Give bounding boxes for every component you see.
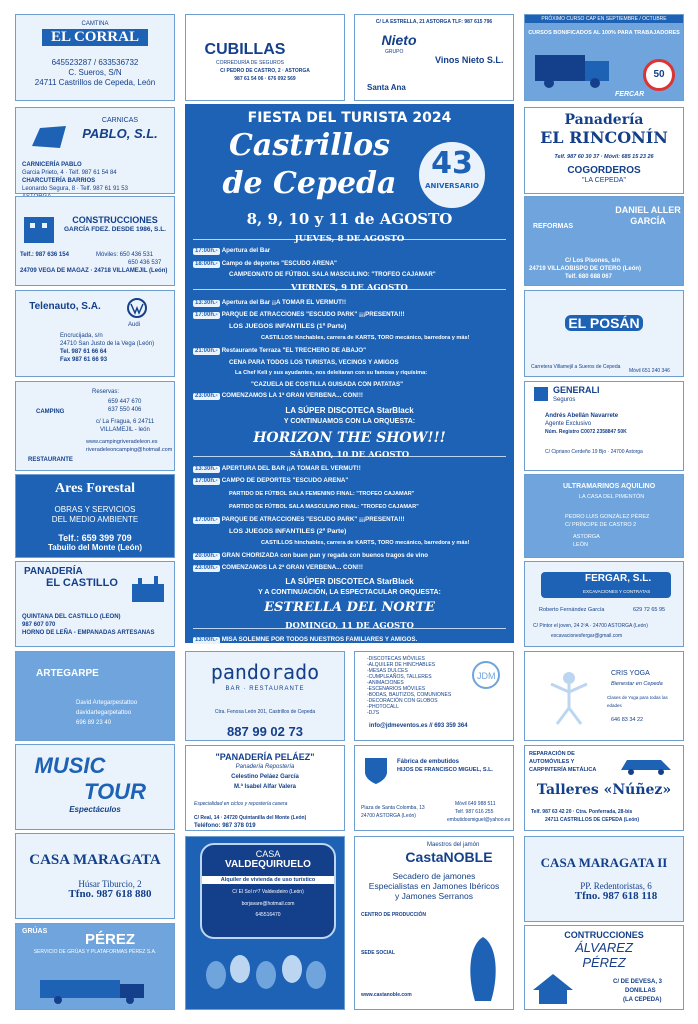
event-text: COMENZAMOS LA 1ª GRAN VERBENA... CON!!! — [221, 392, 363, 399]
meat-icon — [30, 122, 70, 152]
ad-email: embutidosmiguel@yahoo.es — [447, 817, 511, 823]
poster-title: FIESTA DEL TURISTA 2024 — [247, 110, 452, 126]
ad-text: SERVICIO DE GRÚAS Y PLATAFORMAS PÉREZ S.A. — [33, 949, 157, 955]
ad-phone: 650 436 537 — [128, 260, 162, 266]
coat-of-arms-icon — [363, 756, 389, 786]
ad-text: CHARCUTERÍA BARRIOS — [22, 178, 96, 184]
anniversary-badge — [417, 140, 487, 210]
ad-brand: DANIEL ALLER GARCÍA — [615, 205, 681, 226]
event-text: Apertura del Bar ¡¡A TOMAR EL VERMUT!! — [221, 299, 347, 306]
ad-phone: Telf. 987 60 30 37 · Móvil: 685 15 23 26 — [554, 154, 654, 160]
ad-text: Espectáculos — [69, 805, 121, 814]
ad-text: David Artegarpestattoo — [76, 700, 138, 706]
ad-phone: Móviles: 650 436 531 — [96, 252, 154, 258]
ad-text: Núm. Registro C0072 2358847 50K — [545, 429, 627, 435]
ad-brand: CASA MARAGATA II — [540, 855, 668, 870]
program-item — [193, 299, 346, 307]
program-item: Y A CONTINUACIÓN, LA ESPECTACULAR ORQUESTA: — [258, 589, 441, 596]
car-icon — [617, 752, 677, 776]
ad-brand: Ares Forestal — [55, 481, 135, 496]
program-item — [261, 335, 469, 342]
ad-brand: EL CORRAL — [42, 29, 148, 46]
ad-text: PEDRO LUIS GONZÁLEZ PÉREZ — [565, 514, 650, 520]
ad-text: PRÓXIMO CURSO CAP EN SEPTIEMBRE / OCTUBRE — [525, 15, 683, 23]
ad-text: CURSOS BONIFICADOS AL 100% PARA TRABAJADORES — [528, 30, 680, 36]
ad-address: c/ La Fragua, 6 24711 — [96, 419, 155, 425]
ad-brand: CRIS YOGA — [611, 670, 650, 677]
program-item — [193, 465, 361, 473]
ad-brand: Vinos Nieto S.L. — [435, 55, 504, 65]
program-item — [229, 359, 399, 366]
ad-phone: 987 61 54 06 · 676 092 569 — [234, 76, 296, 82]
event-time: 17:00h.- — [195, 517, 218, 523]
ad-phone: 645516470 — [255, 912, 281, 918]
event-text: "CAZUELA DE COSTILLA GUISADA CON PATATAS" — [251, 381, 404, 388]
program-item — [193, 477, 348, 485]
vw-logo-icon — [126, 297, 148, 319]
ad-service: -DISCOTECAS MÓVILES — [367, 656, 425, 662]
ad-service: -CUMPLEAÑOS, TALLERES — [367, 674, 432, 680]
ad-phone: 887 99 02 73 — [227, 724, 303, 739]
ad-brand: GENERALI — [553, 385, 600, 395]
ad-service: -BODAS, BAUTIZOS, COMUNIONES — [367, 692, 452, 698]
ad-address: Tabuilo del Monte (León) — [47, 543, 143, 552]
ad-text: BAR · RESTAURANTE — [225, 686, 305, 692]
day-heading: VIERNES, 9 DE AGOSTO — [291, 283, 408, 293]
ad-construcciones-garcia — [15, 196, 175, 286]
tow-truck-icon — [30, 970, 160, 1004]
ad-address: 24709 VEGA DE MAGAZ · 24718 VILLAMEJIL (León) — [20, 268, 168, 274]
ad-phone: 987 607 070 — [22, 622, 56, 628]
event-time: 18:00h.- — [195, 261, 218, 267]
event-text: Campo de deportes "ESCUDO ARENA" — [221, 260, 337, 267]
ad-text: Fábrica de embutidos — [397, 759, 460, 765]
ad-text: Panadería Repostería — [235, 764, 295, 770]
yoga-pose-icon — [539, 668, 599, 728]
ad-text: CONTRUCCIONES — [564, 930, 644, 940]
ad-brand: Telenauto, S.A. — [29, 301, 101, 312]
ad-gruas-perez — [15, 923, 175, 1010]
event-text: CENA PARA TODOS LOS TURISTAS, VECINOS Y AMIGOS — [229, 359, 399, 366]
ad-text: CAMPING — [36, 409, 65, 415]
ad-panaderia-el-castillo — [15, 561, 175, 647]
program-item — [193, 247, 270, 255]
ad-service: -DJ'S — [367, 710, 380, 716]
ad-text: "LA CEPEDA" — [582, 177, 626, 184]
event-text: Restaurante Terraza "EL TRECHERO DE ABAJO" — [221, 347, 367, 354]
event-text: COMENZAMOS LA 2ª GRAN VERBENA... CON!!! — [221, 564, 363, 571]
ad-text: Celestino Peláez García — [231, 774, 299, 780]
ad-brand: CastaNOBLE — [405, 849, 493, 865]
ad-text: PANADERÍA — [24, 566, 83, 577]
event-text: PARTIDO DE FÚTBOL SALA FEMENINO FINAL: "TROFEO CAJAMAR" — [229, 491, 415, 497]
ad-address: LEÓN — [573, 542, 588, 548]
ad-address: C. Sueros, S/N — [68, 68, 122, 77]
program-item — [235, 370, 427, 377]
ad-pandorado — [185, 651, 345, 741]
ad-text: Agente Exclusivo — [545, 421, 592, 427]
ad-brand: EL CASTILLO — [46, 577, 118, 589]
ad-text: DEL MEDIO AMBIENTE — [51, 515, 139, 524]
ad-address: C/ Cipriano Cerdeño 19 Bjo · 24700 Astorga — [545, 449, 643, 455]
ad-text: Alquiler de vivienda de uso turístico — [202, 876, 334, 884]
ad-text: GRÚAS — [22, 928, 48, 935]
program-item — [251, 381, 403, 388]
ad-ultramarinos-aquilino — [524, 474, 684, 558]
ad-phone: 637 550 406 — [108, 407, 142, 413]
ad-address: C/ Real, 14 · 24720 Quintanilla del Monte (León) — [194, 815, 307, 821]
band-name: ESTRELLA DEL NORTE — [264, 600, 435, 615]
ad-address: 24719 VILLAOBISPO DE OTERO (León) — [529, 266, 642, 272]
ad-text: HORNO DE LEÑA - EMPANADAS ARTESANAS — [22, 630, 155, 636]
event-text: LOS JUEGOS INFANTILES (1ª Parte) — [229, 323, 347, 330]
event-time: 13:30h.- — [195, 300, 218, 306]
event-text: CAMPO DE DEPORTES "ESCUDO ARENA" — [221, 477, 349, 484]
event-text: CASTILLOS hinchables, carrera de KARTS, TORO mecánico, barredora y más! — [261, 540, 470, 546]
ad-text: Secadero de jamones — [392, 871, 476, 881]
tulips-icon — [196, 945, 336, 1005]
ad-brand: FERCAR — [615, 91, 645, 98]
ad-phone: Telf. 987 616 255 — [455, 809, 494, 815]
event-time: 13:30h.- — [195, 466, 218, 472]
ad-generali — [524, 381, 684, 471]
ad-address: C/ PRÍNCIPE DE CASTRO 2 — [565, 522, 637, 528]
ad-text: y Jamones Serranos — [395, 891, 473, 901]
ad-phone: Tfno. 987 618 880 — [68, 888, 152, 900]
ad-brand: MUSIC — [34, 753, 106, 778]
ad-brand: FERGAR, S.L. — [585, 573, 652, 584]
ad-address: Húsar Tiburcio, 2 — [78, 879, 142, 889]
town-name-line1: Castrillos — [229, 128, 390, 163]
ad-address: 24711 CASTRILLOS DE CEPEDA (León) — [545, 817, 639, 823]
ad-panaderia-el-rinconin — [524, 107, 684, 194]
event-text: CAMPEONATO DE FÚTBOL SALA MASCULINO: "TROFEO CAJAMAR" — [229, 271, 436, 278]
ad-text: CORREDURÍA DE SEGUROS — [215, 60, 285, 66]
ad-text: Bienestar en Cepeda — [611, 681, 663, 687]
ad-ares-forestal — [15, 474, 175, 558]
event-time: 23:00h.- — [195, 393, 218, 399]
ad-phone: Telf.: 659 399 709 — [58, 533, 132, 543]
event-time: 23:00h.- — [195, 565, 218, 571]
ad-casa-maragata-ii — [524, 836, 684, 922]
ad-fergar — [524, 561, 684, 647]
anniversary-label: ANIVERSARIO — [425, 182, 479, 190]
program-item — [193, 564, 363, 572]
ad-phone: 645523287 / 633536732 — [51, 58, 139, 67]
ad-castanoble — [354, 836, 514, 1010]
program-item — [193, 311, 405, 319]
ad-brand: Nieto — [381, 32, 417, 48]
ad-phone: 659 447 670 — [108, 399, 142, 405]
ad-construcciones-alvarez-perez — [524, 925, 684, 1010]
band-name: HORIZON THE SHOW!!! — [253, 430, 446, 446]
ad-phone: 646 83 34 22 — [611, 717, 644, 723]
ad-phone: Tel. 987 61 66 64 — [60, 349, 107, 355]
ad-address: Carretera Villamejil a Sueros de Cepeda — [531, 364, 621, 370]
event-time: 17:00h.- — [195, 478, 218, 484]
program-item — [193, 516, 405, 524]
ad-casa-maragata — [15, 833, 175, 919]
ad-brand: CASA MARAGATA — [29, 852, 161, 868]
event-text: PARTIDO DE FÚTBOL SALA MASCULINO FINAL: "TROFEO CAJAMAR" — [229, 504, 419, 510]
ad-cubillas-seguros — [185, 14, 345, 101]
ad-brand: TOUR — [84, 779, 146, 804]
ad-brand: pandorado — [210, 660, 320, 684]
ad-text: Roberto Fernández García — [539, 607, 605, 613]
ad-text: GRUPO — [385, 49, 404, 55]
event-text: LOS JUEGOS INFANTILES (2ª Parte) — [229, 528, 347, 535]
program-item — [193, 260, 337, 268]
ad-panaderia-pelaez — [185, 745, 345, 831]
sign-board — [200, 843, 336, 939]
day-heading: DOMINGO, 11 DE AGOSTO — [285, 621, 414, 631]
ad-phone: 696 89 23 40 — [76, 720, 112, 726]
program-item — [193, 392, 363, 400]
ad-website: www.campingriveradeleon.es — [86, 439, 158, 445]
ad-text: LA CASA DEL PIMENTÓN — [579, 494, 645, 500]
ad-address: C/ PEDRO DE CASTRO, 2 · ASTORGA — [220, 68, 310, 74]
ad-address: C/ El Sol nº7 Valdesdeiro (León) — [232, 889, 304, 895]
ad-email: borjavare@hotmail.com — [241, 901, 295, 907]
lion-icon — [533, 386, 549, 402]
ad-text: davidartegarpetattoo — [76, 710, 132, 716]
program-item — [193, 347, 366, 355]
ad-email: riveradeleoncamping@hotmail.com — [86, 447, 173, 453]
event-text: Apertura del Bar — [221, 247, 271, 254]
ad-talleres-nunez — [524, 745, 684, 831]
event-time: 17:00h.- — [195, 248, 218, 254]
ad-jdm-eventos — [354, 651, 514, 741]
event-text: CASTILLOS hinchables, carrera de KARTS, TORO mecánico, barredora y más! — [261, 335, 470, 341]
ad-telenauto — [15, 290, 175, 377]
program-item — [229, 491, 414, 498]
event-text: GRAN CHORIZADA con buen pan y regada con buenos tragos de vino — [221, 552, 429, 559]
ad-phone: Móvil 649 988 511 — [455, 801, 496, 807]
program-item: LA SÚPER DISCOTECA StarBlack — [285, 577, 414, 586]
ad-brand: Talleres «Núñez» — [536, 782, 672, 798]
program-item — [229, 528, 346, 535]
ad-brand: EL RINCONÍN — [540, 128, 668, 147]
ad-address: 24711 Castrillos de Cepeda, León — [34, 78, 156, 87]
ad-address: PP. Redentoristas, 6 — [580, 881, 652, 891]
ad-text: REFORMAS — [533, 223, 574, 230]
ad-brand: PÉREZ — [84, 931, 135, 948]
ad-address: 24700 ASTORGA (León) — [361, 813, 416, 819]
ad-text: Panadería — [564, 112, 644, 128]
event-text: MISA SOLEMNE POR TODOS NUESTROS FAMILIARES Y AMIGOS. — [221, 636, 418, 643]
ad-phone: Telf. 680 688 067 — [565, 274, 612, 280]
ad-brand: PÉREZ — [582, 955, 626, 970]
event-text: PARQUE DE ATRACCIONES "ESCUDO PARK" ¡¡¡PRESENTA!!! — [221, 311, 405, 318]
event-time: 17:00h.- — [195, 312, 218, 318]
building-icon — [20, 207, 60, 247]
event-text: La Chef Keli y sus ayudantes, nos deleitaran con su famosa y riquísima: — [235, 370, 428, 376]
ad-address: C/ LA ESTRELLA, 21 ASTORGA TLF: 987 615 796 — [375, 19, 493, 25]
ad-text: Andrés Abellán Navarrete — [545, 413, 619, 419]
ad-phone: Telf. 987 63 42 20 · Ctra. Ponferrada, 28-bis — [531, 809, 633, 815]
program-item — [229, 271, 436, 278]
ad-text: Clases de Yoga para todas las edades — [607, 695, 668, 708]
ad-brand: Audi — [128, 322, 141, 328]
ad-brand: Santa Ana — [367, 83, 406, 92]
ad-brand: ULTRAMARINOS AQUILINO — [563, 483, 656, 490]
event-dates: 8, 9, 10 y 11 de AGOSTO — [246, 210, 453, 228]
ad-brand: "PANADERÍA PELÁEZ" — [215, 752, 315, 762]
ad-text: OBRAS Y SERVICIOS — [54, 505, 136, 514]
ad-service: -MESAS DULCES — [367, 668, 408, 674]
ad-brand: ÁLVAREZ — [575, 940, 633, 955]
program-item — [193, 636, 417, 644]
ad-embutidos-miguel — [354, 745, 514, 831]
jdm-logo-icon — [471, 660, 501, 690]
ad-brand: GARCÍA FDEZ. DESDE 1986, S.L. — [64, 226, 166, 233]
ad-address: QUINTANA DEL CASTILLO (LEON) — [22, 614, 121, 620]
ad-text: 50 — [653, 69, 665, 80]
ad-vinos-nieto — [354, 14, 514, 101]
ad-fercar-cap — [524, 14, 684, 101]
ad-address: VILLAMEJIL - león — [100, 427, 150, 433]
ad-website: www.castanoble.com — [361, 992, 412, 998]
anniversary-number: 43 — [431, 146, 473, 181]
ad-text: COGORDEROS — [567, 165, 641, 176]
ad-text: Reservas: — [92, 389, 120, 395]
program-item: LA SÚPER DISCOTECA StarBlack — [285, 406, 414, 415]
ad-casa-valdequiruelo — [185, 836, 345, 1010]
program-item — [261, 540, 469, 547]
ad-address: Plaza de Santa Colomba, 13 — [361, 805, 425, 811]
ad-address: (LA CEPEDA) — [623, 997, 662, 1003]
ad-brand: VALDEQUIRUELO — [225, 859, 311, 870]
town-name-line2: de Cepeda — [222, 166, 397, 201]
program-item: Y CONTINUAMOS CON LA ORQUESTA: — [283, 418, 416, 425]
event-time: 13:00h.- — [195, 637, 218, 643]
ad-text: Especialistas en Jamones Ibéricos — [368, 881, 500, 891]
castle-icon — [128, 570, 168, 604]
ad-text: M.ª Isabel Alfar Valera — [233, 784, 297, 790]
ad-el-posan — [524, 290, 684, 377]
ad-email: excavacionesfergar@gmail.com — [551, 633, 623, 639]
event-time: 21:00h.- — [195, 348, 218, 354]
ad-text: CAMTINA — [81, 21, 109, 27]
ham-icon — [463, 935, 503, 1005]
ad-text: CARNICAS — [101, 117, 139, 124]
ad-contact: info@jdmeventos.es // 693 359 364 — [369, 723, 468, 729]
ad-brand: HIJOS DE FRANCISCO MIGUEL, S.L. — [397, 767, 493, 773]
truck-icon — [533, 49, 613, 89]
ad-text: Leonardo Segura, 8 · Telf. 987 61 91 53 — [22, 186, 128, 192]
ad-address: ASTORGA — [573, 534, 600, 540]
ad-service: -PHOTOCALL — [367, 704, 399, 710]
event-program-panel — [185, 104, 514, 643]
ad-reformas-daniel-aller — [524, 196, 684, 286]
ad-text: CASA — [255, 849, 281, 859]
ad-text: RESTAURANTE — [28, 457, 73, 463]
ad-music-tour — [15, 744, 175, 830]
ad-phone: Fax 987 61 66 93 — [60, 357, 108, 363]
ad-text: REPARACIÓN DE AUTOMÓVILES Y CARPINTERÍA METÁLICA — [529, 751, 597, 773]
ad-cris-yoga — [524, 651, 684, 741]
ad-brand: ARTEGARPE — [36, 668, 99, 679]
ad-address: C/ Los Pisones, s/n — [565, 258, 621, 264]
ad-phone: Tfno. 987 618 118 — [574, 890, 658, 902]
day-heading: SÁBADO, 10 DE AGOSTO — [289, 450, 410, 460]
ad-text: CONSTRUCCIONES — [72, 215, 158, 225]
program-item — [193, 552, 428, 560]
ad-phone: Telf.: 987 636 154 — [20, 252, 69, 258]
ad-text: EXCAVACIONES Y CONTRATAS — [583, 589, 651, 594]
ad-phone: 629 72 65 95 — [633, 607, 666, 613]
svg-text:JDM: JDM — [477, 671, 496, 681]
ad-address: C/ DE DEVESA, 3 — [613, 979, 663, 985]
ad-text: Especialidad en ciclos y repostería casera — [194, 801, 288, 807]
ad-phone: Teléfono: 987 378 019 — [194, 823, 256, 829]
ad-address: DONILLAS — [625, 988, 656, 994]
ad-cantina-el-corral — [15, 14, 175, 101]
program-item — [229, 504, 419, 511]
ad-brand: EL POSÁN — [565, 315, 643, 331]
ad-phone: Móvil 651 240 346 — [629, 368, 670, 374]
ad-text: Garcia Prieto, 4 · Telf. 987 61 54 84 — [22, 170, 117, 176]
house-icon — [531, 972, 575, 1006]
ad-text: Seguros — [553, 397, 576, 403]
ad-address: Ctra. Fenosa León 201, Castrillos de Cepeda — [214, 709, 316, 715]
ad-brand: CUBILLAS — [204, 41, 286, 58]
ad-address: 24710 San Justo de la Vega (León) — [60, 341, 155, 347]
ad-address: C/ Pintor el joven, 24 2ºA · 24700 ASTORGA (León) — [533, 623, 648, 629]
ad-service: -ESCENARIOS MÓVILES — [367, 686, 426, 692]
ad-service: -ANIMACIONES — [367, 680, 404, 686]
ad-text: SEDE SOCIAL — [361, 950, 395, 956]
day-heading: JUEVES, 8 DE AGOSTO — [294, 234, 405, 244]
ad-camping-rivera — [15, 381, 175, 471]
speed-sign — [643, 59, 675, 91]
event-time: 20:00h.- — [195, 553, 218, 559]
ad-text: CARNICERÍA PABLO — [22, 162, 82, 168]
ad-text: CENTRO DE PRODUCCIÓN — [361, 912, 427, 918]
ad-address: Encrucijada, s/n — [60, 333, 103, 339]
ad-brand: PABLO, S.L. — [82, 126, 158, 141]
event-text: PARQUE DE ATRACCIONES "ESCUDO PARK" ¡¡¡PRESENTA!!! — [221, 516, 405, 523]
ad-artegarpe — [15, 651, 175, 741]
program-item — [229, 323, 346, 330]
ad-text: Maestros del jamón — [427, 842, 480, 848]
event-text: APERTURA DEL BAR ¡¡A TOMAR EL VERMUT!! — [221, 465, 361, 472]
ad-service: -ALQUILER DE HINCHABLES — [367, 662, 436, 668]
ad-service: -DECORACIÓN CON GLOBOS — [367, 698, 438, 704]
